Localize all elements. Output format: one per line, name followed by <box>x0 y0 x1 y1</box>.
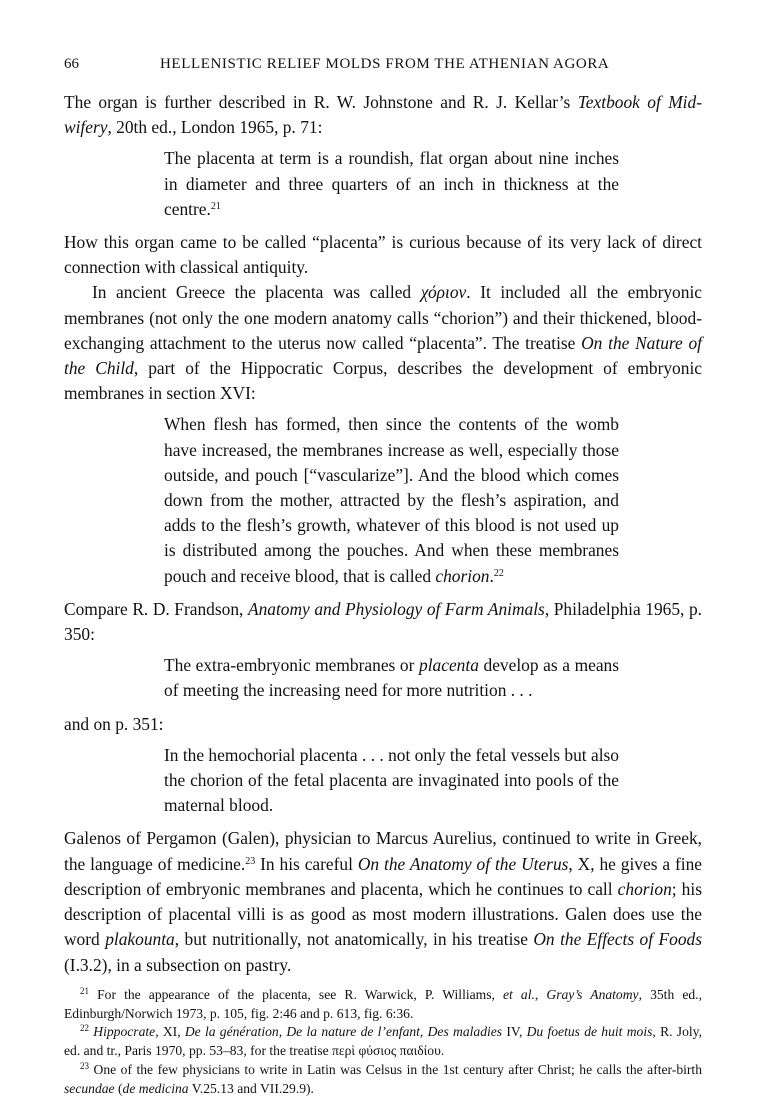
footnote-ref-21[interactable]: 21 <box>210 200 221 212</box>
paragraph-1: The organ is further described in R. W. Johnstone and R. J. Kellar’s Textbook of Mid-wifery, 20th ed., London 1965, p. 71: <box>64 92 702 138</box>
book-title: Textbook of Mid-wifery <box>64 92 702 138</box>
paragraph-5: and on p. 351: <box>64 713 164 734</box>
block-quote-4: In the hemochorial placenta . . . not only the fetal vessels but also the chorion of the fetal placenta are invaginated into pools of the maternal blood. <box>164 744 619 816</box>
paragraph-3: In ancient Greece the placenta was called χόριον. It included all the embryonic membranes (not only the one modern anatomy calls “chorion”) and their thickened, blood-exchanging attachment to the uterus now called “placenta”. The treatise On the Nature of the Child, part of the Hippocratic Corpus, describes the development of embryonic membranes in section XVI: <box>64 282 703 404</box>
block-quote-3: The extra-embryonic membranes or placenta develop as a means of meeting the increasing need for more nutrition . . . <box>164 655 619 701</box>
treatise-title: On the Nature of the Child <box>64 332 703 379</box>
greek-term: χόριον <box>420 282 467 303</box>
main-text <box>64 90 702 1098</box>
block-quote-1: The placenta at term is a roundish, flat organ about nine inches in diameter and three quarters of an inch in thickness at the centre.$^{21}$ <box>164 148 619 219</box>
running-head: HELLENISTIC RELIEF MOLDS FROM THE ATHENIAN AGORA <box>160 56 610 72</box>
book-title: Anatomy and Physiology of Farm Animals <box>247 598 545 619</box>
footnote-23: $^{23}$ One of the few physicians to write in Latin was Celsus in the 1st century after Christ; he calls the after-birth secundae (de medicina V.25.13 and VII.29.9). <box>64 1060 702 1096</box>
page-header <box>64 56 702 78</box>
paragraph-2: How this organ came to be called “placenta” is curious because of its very lack of direct connection with classical antiquity. <box>64 232 702 278</box>
footnote-ref-23[interactable]: 23 <box>245 855 256 867</box>
block-quote-2: When flesh has formed, then since the contents of the womb have increased, the membranes increase as well, especially those outside, and pouch [“vascularize”]. And the blood which comes down from the mother, attracted by the flesh’s aspiration, and adds to the flesh’s growth, whatever of this blood is not used up is distributed among the pouches. And when these membranes pouch and receive blood, that is called chorion.$^{22}$ <box>164 414 619 586</box>
page-number: 66 <box>64 56 79 72</box>
paragraph-6: Galenos of Pergamon (Galen), physician to Marcus Aurelius, continued to write in Greek, the language of medicine.$^{23}$ In his careful On the Anatomy of the Uterus, X, he gives a fine description of embryonic membranes and placenta, which he continues to call chorion; his description of placental villi is as good as most modern illustrations. Galen does use the word plakounta, but nutritionally, not anatomically, in his treatise On the Effects of Foods (I.3.2), in a subsection on pastry. <box>64 828 702 975</box>
footnote-22: $^{22}$ Hippocrate, XI, De la génération, De la nature de l’enfant, Des maladies IV, Du foetus de huit mois, R. Joly, ed. and tr., Paris 1970, pp. 53–83, for the treatise περὶ φύσιος παιδίου. <box>64 1023 702 1059</box>
footnote-ref-22[interactable]: 22 <box>493 567 504 579</box>
footnotes <box>64 986 702 1098</box>
footnote-21: $^{21}$ For the appearance of the placenta, see R. Warwick, P. Williams, et al., Gray’s Anatomy, 35th ed., Edinburgh/Norwich 1973, p. 105, fig. 2:46 and p. 613, fig. 6:36. <box>64 985 702 1021</box>
paragraph-4: Compare R. D. Frandson, Anatomy and Physiology of Farm Animals, Philadelphia 1965, p. 350: <box>64 598 703 645</box>
